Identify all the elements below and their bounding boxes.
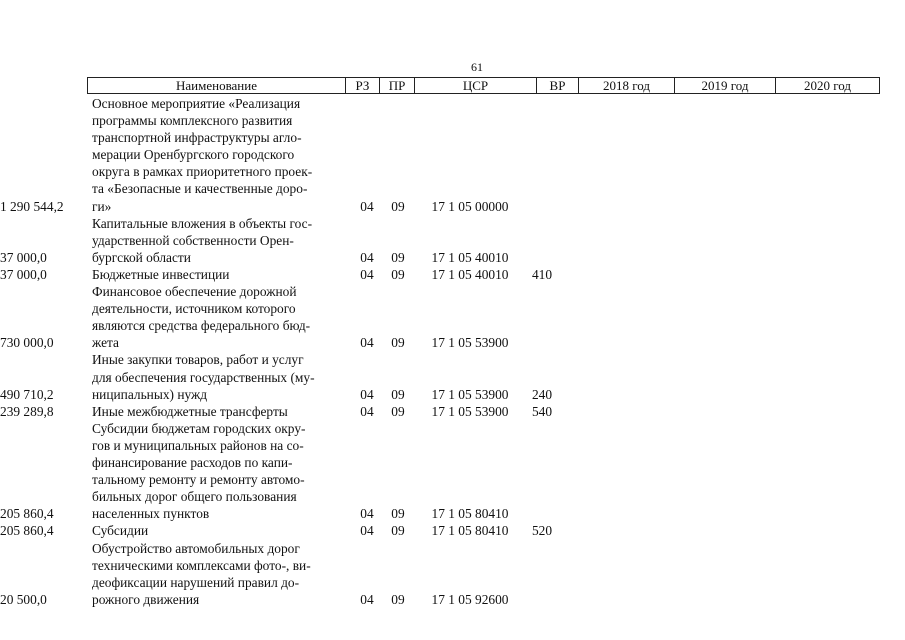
row-name-line: ги» (92, 198, 112, 214)
row-name-line: Иные межбюджетные трансферты (92, 403, 288, 419)
cell-rz: 04 (360, 386, 374, 402)
row-name (92, 266, 354, 283)
page-number: 61 (471, 60, 483, 74)
table-row (0, 266, 905, 283)
cell-2018: 37 000,0 (0, 266, 47, 282)
row-name-line: деофиксации нарушений правил до- (92, 574, 300, 590)
row-name-line: ниципальных) нужд (92, 386, 208, 402)
cell-csr: 17 1 05 40010 (431, 266, 509, 282)
cell-vr: 540 (531, 403, 553, 419)
column-header-2018: 2018 год (579, 78, 675, 93)
row-name-line: рожного движения (92, 591, 200, 607)
cell-rz: 04 (360, 591, 374, 607)
table-row (0, 540, 905, 608)
cell-csr: 17 1 05 53900 (431, 403, 509, 419)
row-name-line: округа в рамках приоритетного проек- (92, 164, 313, 180)
cell-pr: 09 (391, 506, 405, 522)
row-name (92, 420, 354, 523)
cell-2018: 490 710,2 (0, 386, 54, 402)
column-header-2019: 2019 год (675, 78, 776, 93)
cell-rz: 04 (360, 523, 374, 539)
cell-vr: 240 (531, 386, 553, 402)
column-header-vr: ВР (537, 78, 579, 93)
cell-rz: 04 (360, 249, 374, 265)
table-row (0, 351, 905, 402)
cell-csr: 17 1 05 53900 (431, 335, 509, 351)
row-name-line: та «Безопасные и качественные доро- (92, 181, 308, 197)
row-name-line: Капитальные вложения в объекты гос- (92, 215, 313, 231)
cell-pr: 09 (391, 386, 405, 402)
table-row (0, 215, 905, 266)
column-header-pr: ПР (380, 78, 415, 93)
row-name-line: бильных дорог общего пользования (92, 489, 297, 505)
table-row (0, 403, 905, 420)
row-name-line: гов и муниципальных районов на со- (92, 437, 304, 453)
table-body (0, 95, 905, 608)
cell-2018: 37 000,0 (0, 249, 47, 265)
table-row (0, 95, 905, 215)
row-name-line: бургской области (92, 249, 191, 265)
row-name (92, 522, 354, 539)
table-row (0, 420, 905, 523)
row-name-line: Иные закупки товаров, работ и услуг (92, 352, 304, 368)
row-name-line: Субсидии (92, 523, 149, 539)
row-name (92, 215, 354, 266)
row-name (92, 540, 354, 608)
column-header-name: Наименование (88, 78, 346, 93)
cell-2018: 205 860,4 (0, 506, 54, 522)
table-row (0, 522, 905, 539)
cell-pr: 09 (391, 523, 405, 539)
cell-csr: 17 1 05 92600 (431, 591, 509, 607)
cell-csr: 17 1 05 80410 (431, 523, 509, 539)
cell-rz: 04 (360, 198, 374, 214)
row-name-line: деятельности, источником которого (92, 301, 296, 317)
column-header-rz: РЗ (346, 78, 380, 93)
table-row (0, 283, 905, 351)
cell-rz: 04 (360, 266, 374, 282)
row-name-line: являются средства федерального бюд- (92, 318, 311, 334)
cell-csr: 17 1 05 80410 (431, 506, 509, 522)
row-name-line: финансирование расходов по капи- (92, 455, 293, 471)
row-name (92, 403, 354, 420)
row-name-line: Субсидии бюджетам городских окру- (92, 420, 306, 436)
cell-pr: 09 (391, 591, 405, 607)
cell-vr: 520 (531, 523, 553, 539)
row-name-line: для обеспечения государственных (му- (92, 369, 315, 385)
cell-pr: 09 (391, 403, 405, 419)
cell-vr: 410 (531, 266, 553, 282)
cell-csr: 17 1 05 53900 (431, 386, 509, 402)
cell-pr: 09 (391, 266, 405, 282)
row-name-line: жета (92, 335, 119, 351)
cell-2018: 1 290 544,2 (0, 198, 64, 214)
row-name (92, 351, 354, 402)
row-name-line: техническими комплексами фото-, ви- (92, 557, 311, 573)
row-name-line: Финансовое обеспечение дорожной (92, 284, 297, 300)
cell-2018: 20 500,0 (0, 591, 47, 607)
row-name (92, 95, 354, 215)
table-header (87, 77, 880, 94)
cell-csr: 17 1 05 40010 (431, 249, 509, 265)
row-name-line: Обустройство автомобильных дорог (92, 540, 300, 556)
row-name-line: населенных пунктов (92, 506, 210, 522)
column-header-2020: 2020 год (804, 78, 851, 93)
column-header-csr: ЦСР (415, 78, 537, 93)
cell-rz: 04 (360, 335, 374, 351)
cell-csr: 17 1 05 00000 (431, 198, 509, 214)
cell-2018: 730 000,0 (0, 335, 54, 351)
cell-pr: 09 (391, 335, 405, 351)
cell-pr: 09 (391, 249, 405, 265)
cell-2018: 239 289,8 (0, 403, 54, 419)
cell-2018: 205 860,4 (0, 523, 54, 539)
row-name-line: Основное мероприятие «Реализация (92, 96, 301, 111)
row-name-line: транспортной инфраструктуры агло- (92, 130, 302, 146)
cell-rz: 04 (360, 403, 374, 419)
row-name-line: ударственной собственности Орен- (92, 232, 294, 248)
row-name-line: программы комплексного развития (92, 113, 293, 129)
row-name (92, 283, 354, 351)
row-name-line: тальному ремонту и ремонту автомо- (92, 472, 305, 488)
cell-pr: 09 (391, 198, 405, 214)
row-name-line: Бюджетные инвестиции (92, 266, 230, 282)
row-name-line: мерации Оренбургского городского (92, 147, 295, 163)
cell-rz: 04 (360, 506, 374, 522)
